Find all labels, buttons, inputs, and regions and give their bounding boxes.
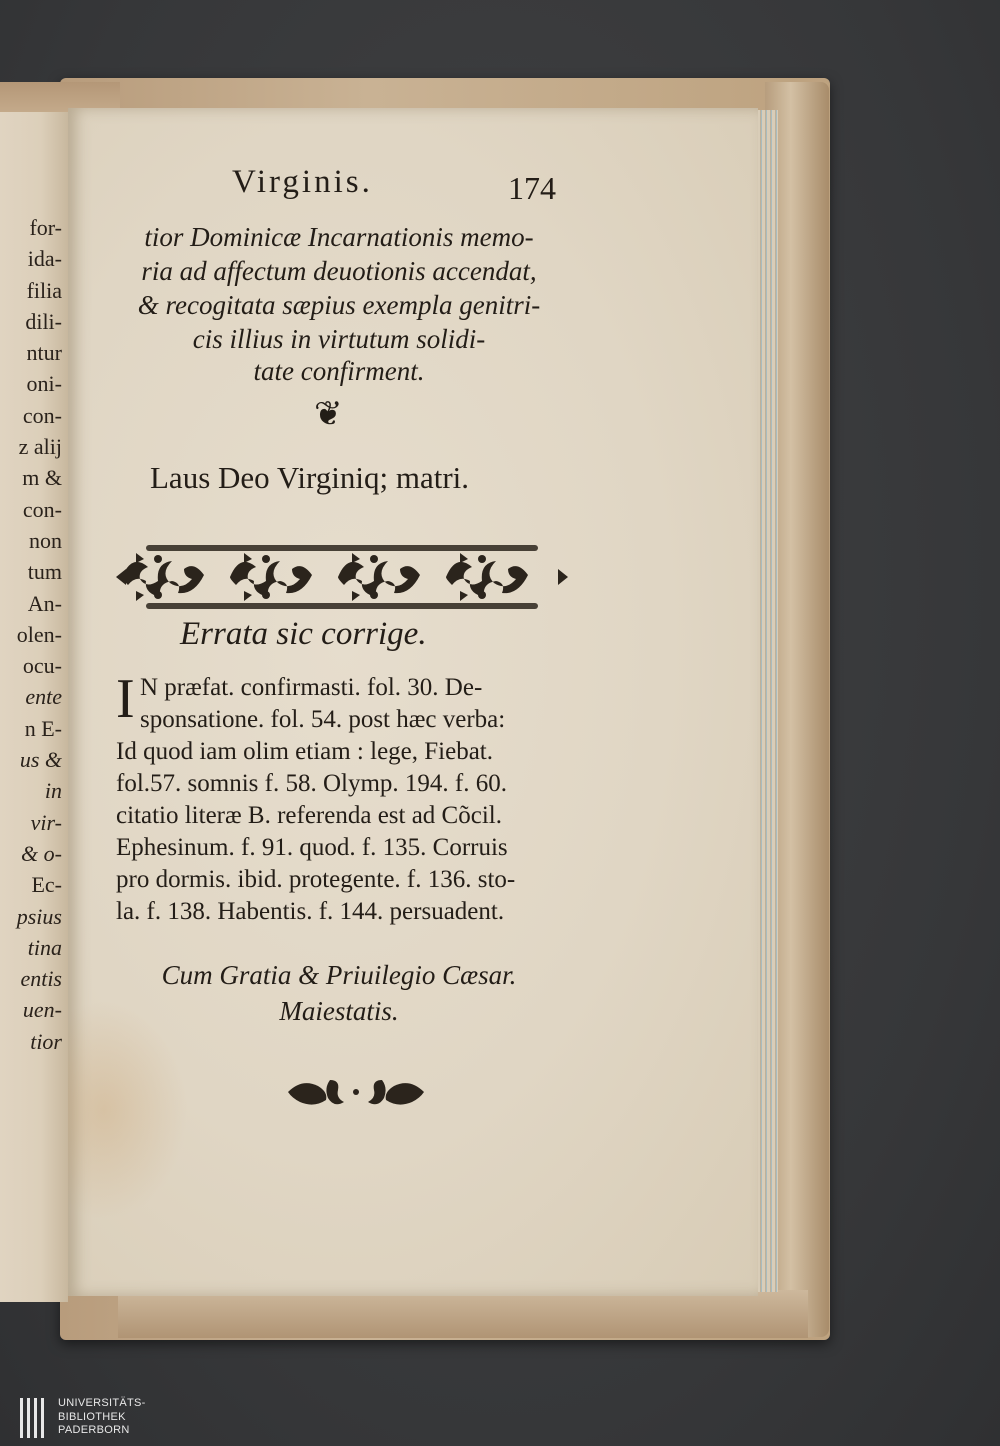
left-line: n E- bbox=[24, 715, 62, 741]
privilege-line: Cum Gratia & Priuilegio Cæsar. bbox=[161, 960, 517, 990]
left-line: entis bbox=[20, 966, 62, 992]
tailpiece-ornament-icon bbox=[286, 1070, 426, 1114]
left-line: in bbox=[44, 778, 62, 804]
left-line: ida- bbox=[27, 246, 62, 272]
left-line: filia bbox=[26, 277, 62, 303]
left-line: ntur bbox=[26, 340, 62, 366]
body-italic-line: tate confirment. bbox=[253, 356, 425, 386]
errata-line: Ephesinum. f. 91. quod. f. 135. Corruis bbox=[116, 834, 508, 861]
paper-stain bbox=[68, 1000, 188, 1220]
library-logo bbox=[18, 1396, 198, 1440]
running-head-title: Virginis. bbox=[232, 164, 373, 200]
left-line: z alij bbox=[18, 434, 62, 460]
errata-line: citatio literæ B. referenda est ad Cõcil. bbox=[116, 802, 502, 829]
fleuron-icon: ❦ bbox=[314, 396, 343, 433]
logo-line: PADERBORN bbox=[58, 1424, 130, 1436]
errata-line: Id quod iam olim etiam : lege, Fiebat. bbox=[116, 738, 494, 765]
left-line: us & bbox=[19, 747, 62, 773]
left-line: con- bbox=[22, 496, 62, 522]
body-italic-line: ria ad affectum deuotionis accendat, bbox=[141, 256, 537, 286]
left-line: con- bbox=[22, 402, 62, 428]
left-line: uen- bbox=[22, 997, 62, 1023]
left-line: for- bbox=[29, 215, 62, 240]
left-line: olen- bbox=[16, 621, 62, 647]
left-line: ocu- bbox=[22, 653, 62, 679]
ornament-band-icon bbox=[116, 543, 568, 611]
errata-line: sponsatione. fol. 54. post hæc verba: bbox=[140, 706, 506, 733]
errata-line: la. f. 138. Habentis. f. 144. persuadent. bbox=[116, 898, 505, 925]
body-italic-line: tior Dominicæ Incarnationis memo- bbox=[144, 222, 534, 252]
logo-line: BIBLIOTHEK bbox=[58, 1410, 126, 1423]
left-line: tum bbox=[27, 559, 62, 585]
library-logo-icon bbox=[18, 1396, 52, 1440]
left-line: psius bbox=[16, 903, 62, 929]
drop-cap: I bbox=[116, 668, 135, 730]
left-line: m & bbox=[22, 465, 62, 491]
errata-line: pro dormis. ibid. protegente. f. 136. sto- bbox=[116, 866, 516, 893]
left-line: vir- bbox=[30, 809, 62, 835]
left-line: Ec- bbox=[31, 872, 62, 898]
body-italic-line: & recogitata sæpius exempla genitri- bbox=[137, 290, 541, 320]
left-line: ente bbox=[25, 684, 62, 710]
left-page-fragment bbox=[0, 112, 68, 1302]
left-page-text bbox=[0, 212, 62, 1057]
left-line: non bbox=[29, 527, 62, 553]
left-line: dili- bbox=[25, 308, 62, 334]
left-line: An- bbox=[27, 590, 62, 616]
left-line: tior bbox=[30, 1028, 62, 1054]
body-italic-line: cis illius in virtutum solidi- bbox=[192, 324, 486, 354]
errata-heading: Errata sic corrige. bbox=[180, 616, 427, 652]
page-number: 174 bbox=[508, 170, 556, 206]
left-line: tina bbox=[27, 934, 62, 960]
left-line: oni- bbox=[26, 371, 62, 397]
privilege-line: Maiestatis. bbox=[279, 996, 399, 1026]
errata-line: N præfat. confirmasti. fol. 30. De- bbox=[140, 674, 483, 701]
left-line: & o- bbox=[21, 840, 62, 866]
library-logo-text bbox=[58, 1397, 146, 1438]
cover-bottom-edge bbox=[118, 1290, 808, 1338]
logo-line: UNIVERSITÄTS- bbox=[58, 1397, 146, 1409]
errata-line: fol.57. somnis f. 58. Olymp. 194. f. 60. bbox=[116, 770, 507, 797]
laus-line: Laus Deo Virginiq; matri. bbox=[150, 460, 470, 495]
